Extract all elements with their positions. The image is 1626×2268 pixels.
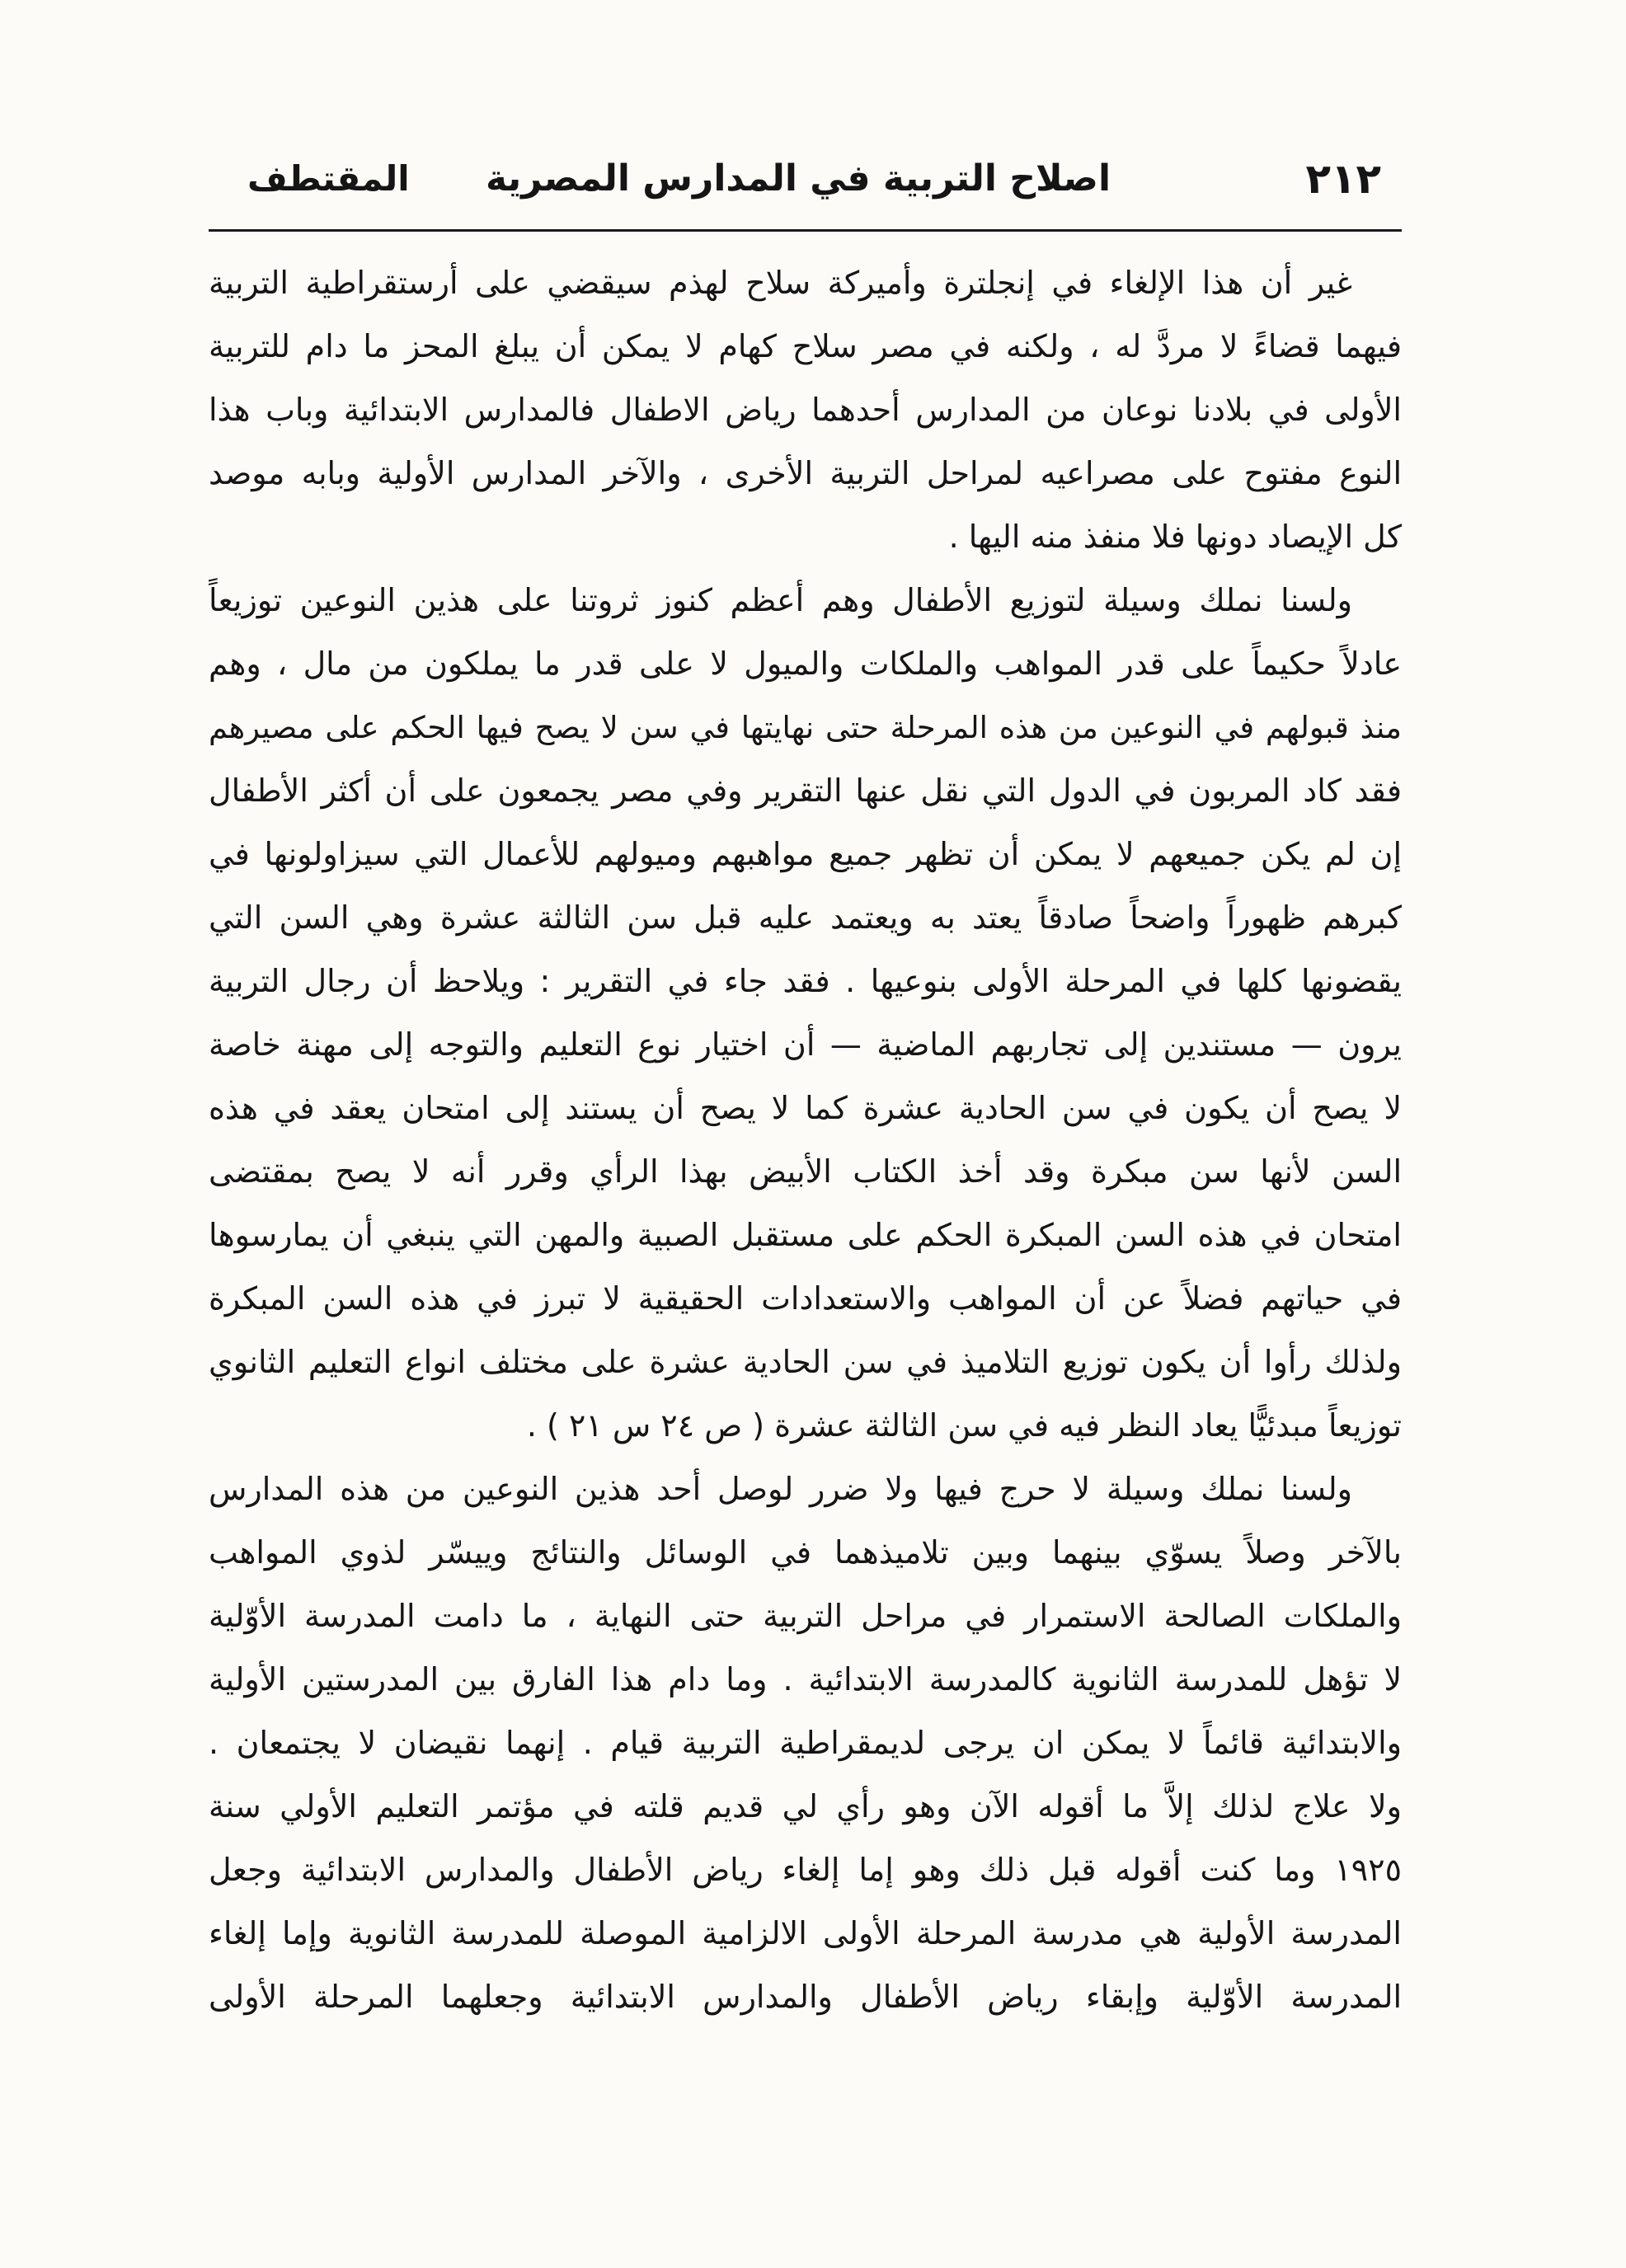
article-body (209, 251, 1402, 2029)
text-line: توزيعاً مبدئيًّا يعاد النظر فيه في سن الثالثة عشرة ( ص ٢٤ س ٢١ ) . (526, 1407, 1402, 1444)
text-line: كبرهم ظهوراً واضحاً صادقاً يعتد به ويعتمد عليه قبل سن الثالثة عشرة وهي السن التي (209, 899, 1402, 936)
text-line: فيهما قضاءً لا مردَّ له ، ولكنه في مصر سلاح كهام لا يمكن أن يبلغ المحز ما دام للتربية (209, 328, 1402, 364)
text-line: ولا علاج لذلك إلاَّ ما أقوله الآن وهو رأي لي قديم قلته في مؤتمر التعليم الأولي سنة (209, 1788, 1402, 1824)
text-line: فقد كاد المربون في الدول التي نقل عنها التقرير وفي مصر يجمعون على أن أكثر الأطفال (209, 772, 1402, 809)
text-line: عادلاً حكيماً على قدر المواهب والملكات والميول لا على قدر ما يملكون من مال ، وهم (209, 646, 1402, 682)
text-line: الأولى في بلادنا نوعان من المدارس أحدهما رياض الاطفال فالمدارس الابتدائية وباب هذا (209, 392, 1402, 428)
text-line: السن لأنها سن مبكرة وقد أخذ الكتاب الأبيض بهذا الرأي وقرر أنه لا يصح بمقتضى (209, 1153, 1402, 1190)
paragraph (209, 1458, 1402, 2029)
article-title: اصلاح التربية في المدارس المصرية (485, 157, 1111, 200)
text-line: لا تؤهل للمدرسة الثانوية كالمدرسة الابتدائية . وما دام هذا الفارق بين المدرستين الأولية (209, 1661, 1402, 1697)
text-line: كل الإيصاد دونها فلا منفذ منه اليها . (948, 519, 1402, 555)
text-line: ١٩٢٥ وما كنت أقوله قبل ذلك وهو إما إلغاء رياض الأطفال والمدارس الابتدائية وجعل (209, 1852, 1402, 1888)
text-line: لا يصح أن يكون في سن الحادية عشرة كما لا يصح أن يستند إلى امتحان يعقد في هذه (209, 1090, 1402, 1126)
text-line: النوع مفتوح على مصراعيه لمراحل التربية الأخرى ، والآخر المدارس الأولية وبابه موصد (209, 455, 1402, 491)
text-line: في حياتهم فضلاً عن أن المواهب والاستعدادات الحقيقية لا تبرز في هذه السن المبكرة (209, 1280, 1402, 1317)
text-line: والابتدائية قائماً لا يمكن ان يرجى لديمقراطية التربية قيام . إنهما نقيضان لا يجتمعان . (209, 1725, 1402, 1761)
text-line: بالآخر وصلاً يسوّي بينهما وبين تلاميذهما في الوسائل والنتائج وييسّر لذوي المواهب (209, 1534, 1402, 1571)
text-line: ولسنا نملك وسيلة لتوزيع الأطفال وهم أعظم كنوز ثروتنا على هذين النوعين توزيعاً (209, 582, 1352, 618)
text-line: والملكات الصالحة الاستمرار في مراحل التربية حتى النهاية ، ما دامت المدرسة الأوّلية (209, 1598, 1402, 1634)
page-number: ٢١٢ (1305, 155, 1381, 203)
paragraph (209, 569, 1402, 1458)
paragraph (209, 251, 1402, 569)
text-line: إن لم يكن جميعهم لا يمكن أن تظهر جميع مواهبهم وميولهم للأعمال التي سيزاولونها في (209, 836, 1402, 872)
text-line: المدرسة الأولية هي مدرسة المرحلة الأولى الالزامية الموصلة للمدرسة الثانوية وإما إلغاء (209, 1915, 1402, 1951)
text-line: ولذلك رأوا أن يكون توزيع التلاميذ في سن الحادية عشرة على مختلف انواع التعليم الثانوي (209, 1344, 1402, 1380)
text-line: ولسنا نملك وسيلة لا حرج فيها ولا ضرر لوصل أحد هذين النوعين من هذه المدارس (209, 1471, 1352, 1507)
text-line: منذ قبولهم في النوعين من هذه المرحلة حتى نهايتها في سن لا يصح فيها الحكم على مصيرهم (209, 710, 1402, 745)
text-line: يرون — مستندين إلى تجاربهم الماضية — أن اختيار نوع التعليم والتوجه إلى مهنة خاصة (209, 1026, 1402, 1063)
text-line: يقضونها كلها في المرحلة الأولى بنوعيها . فقد جاء في التقرير : ويلاحظ أن رجال التربية (209, 963, 1402, 999)
text-line: غير أن هذا الإلغاء في إنجلترة وأميركة سلاح لهذم سيقضي على أرستقراطية التربية (209, 265, 1352, 301)
magazine-name: المقتطف (247, 158, 410, 199)
header-divider (209, 229, 1402, 232)
text-line: امتحان في هذه السن المبكرة الحكم على مستقبل الصبية والمهن التي ينبغي أن يمارسوها (209, 1217, 1402, 1253)
text-line: المدرسة الأوّلية وإبقاء رياض الأطفال والمدارس الابتدائية وجعلهما المرحلة الأولى (209, 1979, 1402, 2015)
